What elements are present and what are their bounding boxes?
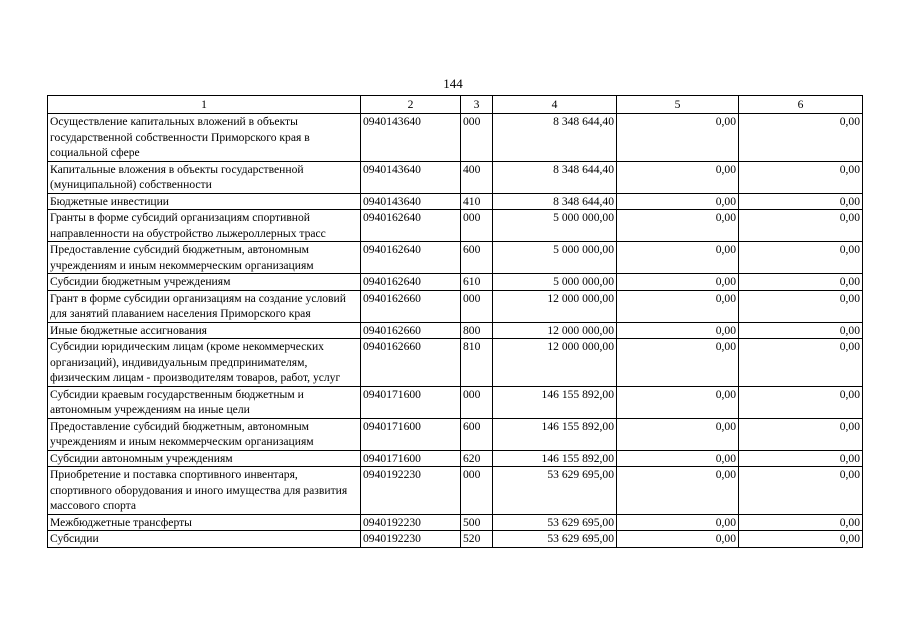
row-name-cell: Субсидии юридическим лицам (кроме некоммерческих организаций), индивидуальным предпринимателям, физическим лицам - производителям товаров, работ, услуг: [48, 339, 361, 387]
row-col4-amount-cell: 5 000 000,00: [493, 210, 617, 242]
row-code-cell: 0940143640: [361, 193, 461, 210]
row-col6-amount-cell: 0,00: [739, 114, 863, 162]
row-code-cell: 0940162640: [361, 242, 461, 274]
row-code-cell: 0940171600: [361, 450, 461, 467]
row-code-cell: 0940162660: [361, 339, 461, 387]
row-code-cell: 0940143640: [361, 161, 461, 193]
row-expense-type-cell: 500: [461, 514, 493, 531]
row-expense-type-cell: 620: [461, 450, 493, 467]
row-col6-amount-cell: 0,00: [739, 193, 863, 210]
row-col6-amount-cell: 0,00: [739, 418, 863, 450]
row-name-cell: Межбюджетные трансферты: [48, 514, 361, 531]
row-col4-amount-cell: 8 348 644,40: [493, 114, 617, 162]
table-row: [48, 210, 863, 242]
row-col4-amount-cell: 146 155 892,00: [493, 450, 617, 467]
row-expense-type-cell: 410: [461, 193, 493, 210]
row-col4-amount-cell: 5 000 000,00: [493, 242, 617, 274]
row-code-cell: 0940171600: [361, 386, 461, 418]
row-code-cell: 0940162660: [361, 290, 461, 322]
row-name-cell: Грант в форме субсидии организациям на создание условий для занятий плаванием населения Приморского края: [48, 290, 361, 322]
row-col5-amount-cell: 0,00: [617, 290, 739, 322]
table-row: [48, 531, 863, 548]
row-name-cell: Субсидии: [48, 531, 361, 548]
row-col5-amount-cell: 0,00: [617, 514, 739, 531]
table-row: [48, 467, 863, 515]
row-code-cell: 0940171600: [361, 418, 461, 450]
table-row: [48, 339, 863, 387]
row-code-cell: 0940162640: [361, 210, 461, 242]
row-col5-amount-cell: 0,00: [617, 161, 739, 193]
table-row: [48, 114, 863, 162]
column-header: 1: [48, 96, 361, 114]
row-col6-amount-cell: 0,00: [739, 322, 863, 339]
table-row: [48, 161, 863, 193]
row-col5-amount-cell: 0,00: [617, 242, 739, 274]
row-col5-amount-cell: 0,00: [617, 418, 739, 450]
row-col6-amount-cell: 0,00: [739, 242, 863, 274]
row-col4-amount-cell: 12 000 000,00: [493, 339, 617, 387]
table-body: [48, 114, 863, 548]
row-expense-type-cell: 810: [461, 339, 493, 387]
row-col6-amount-cell: 0,00: [739, 514, 863, 531]
row-col4-amount-cell: 5 000 000,00: [493, 274, 617, 291]
row-code-cell: 0940162660: [361, 322, 461, 339]
row-col4-amount-cell: 12 000 000,00: [493, 290, 617, 322]
row-expense-type-cell: 000: [461, 114, 493, 162]
row-name-cell: Субсидии краевым государственным бюджетным и автономным учреждениям на иные цели: [48, 386, 361, 418]
row-col5-amount-cell: 0,00: [617, 531, 739, 548]
row-col4-amount-cell: 8 348 644,40: [493, 161, 617, 193]
row-col5-amount-cell: 0,00: [617, 193, 739, 210]
row-code-cell: 0940192230: [361, 514, 461, 531]
row-col6-amount-cell: 0,00: [739, 210, 863, 242]
row-expense-type-cell: 000: [461, 467, 493, 515]
row-name-cell: Бюджетные инвестиции: [48, 193, 361, 210]
row-col6-amount-cell: 0,00: [739, 386, 863, 418]
column-header: 3: [461, 96, 493, 114]
row-col5-amount-cell: 0,00: [617, 339, 739, 387]
row-col5-amount-cell: 0,00: [617, 114, 739, 162]
row-col6-amount-cell: 0,00: [739, 531, 863, 548]
row-name-cell: Субсидии бюджетным учреждениям: [48, 274, 361, 291]
row-name-cell: Предоставление субсидий бюджетным, автономным учреждениям и иным некоммерческим организациям: [48, 242, 361, 274]
row-code-cell: 0940192230: [361, 467, 461, 515]
row-col6-amount-cell: 0,00: [739, 161, 863, 193]
row-name-cell: Предоставление субсидий бюджетным, автономным учреждениям и иным некоммерческим организациям: [48, 418, 361, 450]
row-name-cell: Осуществление капитальных вложений в объекты государственной собственности Приморского края в социальной сфере: [48, 114, 361, 162]
row-code-cell: 0940162640: [361, 274, 461, 291]
row-col5-amount-cell: 0,00: [617, 467, 739, 515]
row-col5-amount-cell: 0,00: [617, 210, 739, 242]
table-row: [48, 418, 863, 450]
table-row: [48, 193, 863, 210]
table-row: [48, 274, 863, 291]
row-col4-amount-cell: 146 155 892,00: [493, 418, 617, 450]
table-row: [48, 242, 863, 274]
table-row: [48, 450, 863, 467]
row-expense-type-cell: 000: [461, 210, 493, 242]
row-name-cell: Субсидии автономным учреждениям: [48, 450, 361, 467]
row-col4-amount-cell: 146 155 892,00: [493, 386, 617, 418]
row-code-cell: 0940143640: [361, 114, 461, 162]
table-row: [48, 514, 863, 531]
budget-table: [47, 95, 863, 548]
row-col4-amount-cell: 53 629 695,00: [493, 531, 617, 548]
page-number: 144: [443, 76, 463, 91]
row-name-cell: Гранты в форме субсидий организациям спортивной направленности на обустройство лыжероллерных трасс: [48, 210, 361, 242]
table-row: [48, 322, 863, 339]
row-col5-amount-cell: 0,00: [617, 322, 739, 339]
row-col5-amount-cell: 0,00: [617, 386, 739, 418]
row-expense-type-cell: 000: [461, 290, 493, 322]
row-col6-amount-cell: 0,00: [739, 339, 863, 387]
row-col5-amount-cell: 0,00: [617, 450, 739, 467]
row-col4-amount-cell: 12 000 000,00: [493, 322, 617, 339]
row-expense-type-cell: 600: [461, 242, 493, 274]
row-col6-amount-cell: 0,00: [739, 450, 863, 467]
column-header: 6: [739, 96, 863, 114]
row-expense-type-cell: 520: [461, 531, 493, 548]
row-expense-type-cell: 400: [461, 161, 493, 193]
row-name-cell: Приобретение и поставка спортивного инвентаря, спортивного оборудования и иного имущества для развития массового спорта: [48, 467, 361, 515]
row-col4-amount-cell: 53 629 695,00: [493, 514, 617, 531]
row-col4-amount-cell: 53 629 695,00: [493, 467, 617, 515]
row-name-cell: Капитальные вложения в объекты государственной (муниципальной) собственности: [48, 161, 361, 193]
row-expense-type-cell: 610: [461, 274, 493, 291]
row-name-cell: Иные бюджетные ассигнования: [48, 322, 361, 339]
header-row: [48, 96, 863, 114]
column-header: 4: [493, 96, 617, 114]
row-col5-amount-cell: 0,00: [617, 274, 739, 291]
row-col4-amount-cell: 8 348 644,40: [493, 193, 617, 210]
row-code-cell: 0940192230: [361, 531, 461, 548]
table-row: [48, 290, 863, 322]
row-col6-amount-cell: 0,00: [739, 290, 863, 322]
row-expense-type-cell: 600: [461, 418, 493, 450]
row-col6-amount-cell: 0,00: [739, 274, 863, 291]
row-expense-type-cell: 000: [461, 386, 493, 418]
column-header: 2: [361, 96, 461, 114]
column-header: 5: [617, 96, 739, 114]
row-expense-type-cell: 800: [461, 322, 493, 339]
table-row: [48, 386, 863, 418]
row-col6-amount-cell: 0,00: [739, 467, 863, 515]
